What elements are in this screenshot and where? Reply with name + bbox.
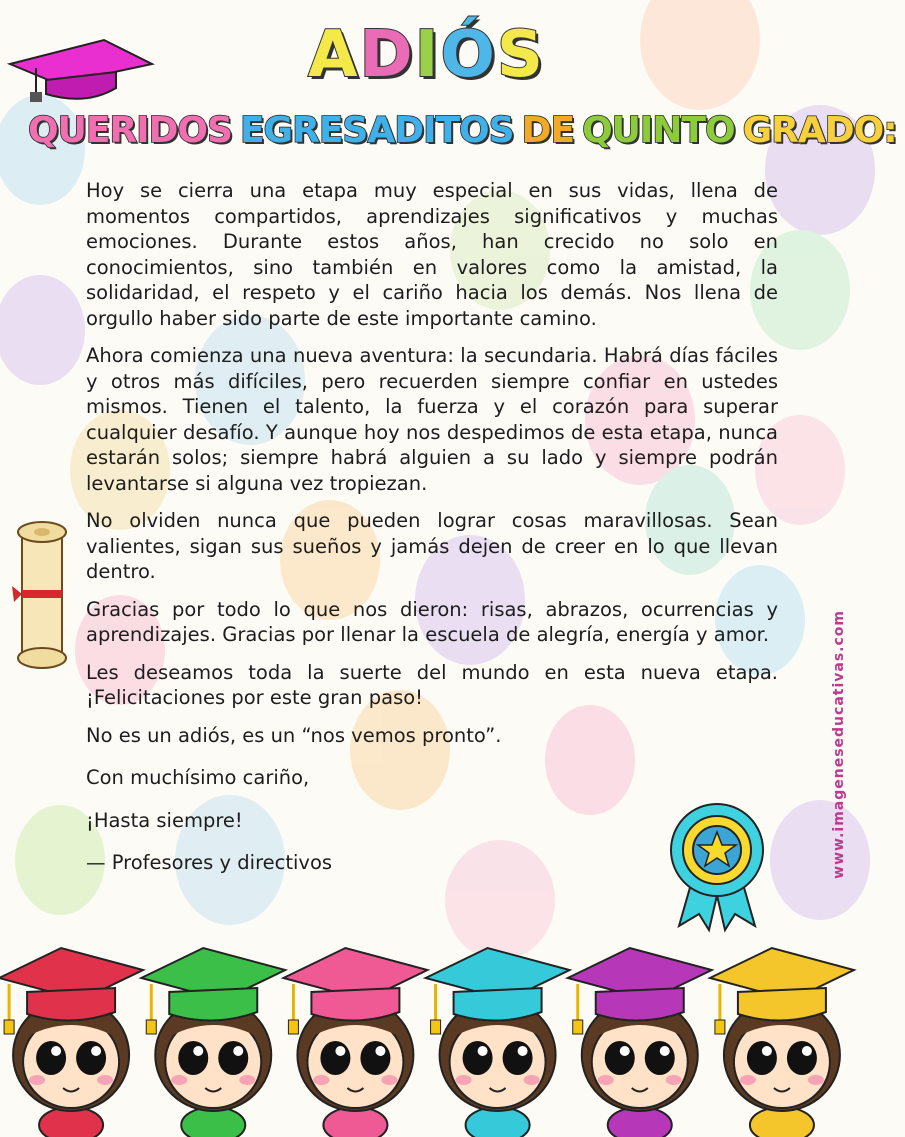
graduate-kid: [141, 948, 285, 1137]
watermark-url: [831, 610, 847, 879]
letter-body: [86, 178, 778, 893]
award-rosette-icon: [665, 800, 769, 930]
paragraph: Gracias por todo lo que nos dieron: risas, abrazos, ocurrencias y aprendizajes. Gracias por llenar la escuela de alegría, energía y amor.: [86, 597, 778, 646]
title-letter: S: [496, 18, 545, 92]
closing-line: ¡Hasta siempre!: [86, 808, 243, 832]
paragraph: No olviden nunca que pueden lograr cosas maravillosas. Sean valientes, sigan sus sueños y jamás dejen de creer en lo que llevan dentro.: [86, 509, 778, 583]
signature-line: — Profesores y directivos: [86, 851, 333, 874]
graduate-kid: [0, 948, 143, 1137]
graduate-kid: [710, 948, 854, 1137]
graduate-kid: [283, 948, 427, 1137]
graduate-children-illustration: [0, 940, 853, 1137]
title-letter: A: [308, 18, 360, 92]
page-title: [0, 18, 853, 92]
closing-line: Con muchísimo cariño,: [86, 766, 310, 789]
paragraph: Hoy se cierra una etapa muy especial en sus vidas, llena de momentos compartidos, aprendizajes significativos y muchas emociones. Durante estos años, han crecido no solo en conocimientos, sino también en valores como la amistad, la solidaridad, el respeto y el cariño hacia los demás. Nos llena de orgullo haber sido parte de este importante camino.: [86, 179, 778, 330]
subtitle-word: QUINTO: [582, 110, 735, 151]
title-letter: Ó: [440, 18, 497, 92]
diploma-scroll-icon: [12, 520, 74, 670]
graduate-kid: [426, 948, 570, 1137]
subtitle-word: DE: [521, 110, 575, 151]
graduate-kid: [568, 948, 712, 1137]
subtitle-word: QUERIDOS: [28, 110, 232, 151]
paragraph: Ahora comienza una nueva aventura: la secundaria. Habrá días fáciles y otros más difíciles, pero recuerden siempre confiar en ustedes mismos. Tienen el talento, la fuerza y el corazón para superar cualquier desafío. Y aunque hoy nos despedimos de esta etapa, nunca estarán solos; siempre habrá alguien a su lado y siempre podrán levantarse si alguna vez tropiezan.: [86, 344, 778, 495]
subtitle-word: EGRESADITOS: [239, 110, 514, 151]
paragraph: Les deseamos toda la suerte del mundo en esta nueva etapa. ¡Felicitaciones por este gran paso!: [86, 660, 778, 709]
title-letter: D: [359, 18, 415, 92]
page-title-text: [308, 18, 545, 92]
title-letter: I: [414, 18, 441, 92]
subtitle-word: GRADO:: [742, 110, 897, 151]
watermark-text: www.imageneseducativas.com: [831, 610, 847, 879]
page-subtitle: [28, 110, 897, 151]
closing-line: No es un adiós, es un “nos vemos pronto”.: [86, 723, 502, 747]
